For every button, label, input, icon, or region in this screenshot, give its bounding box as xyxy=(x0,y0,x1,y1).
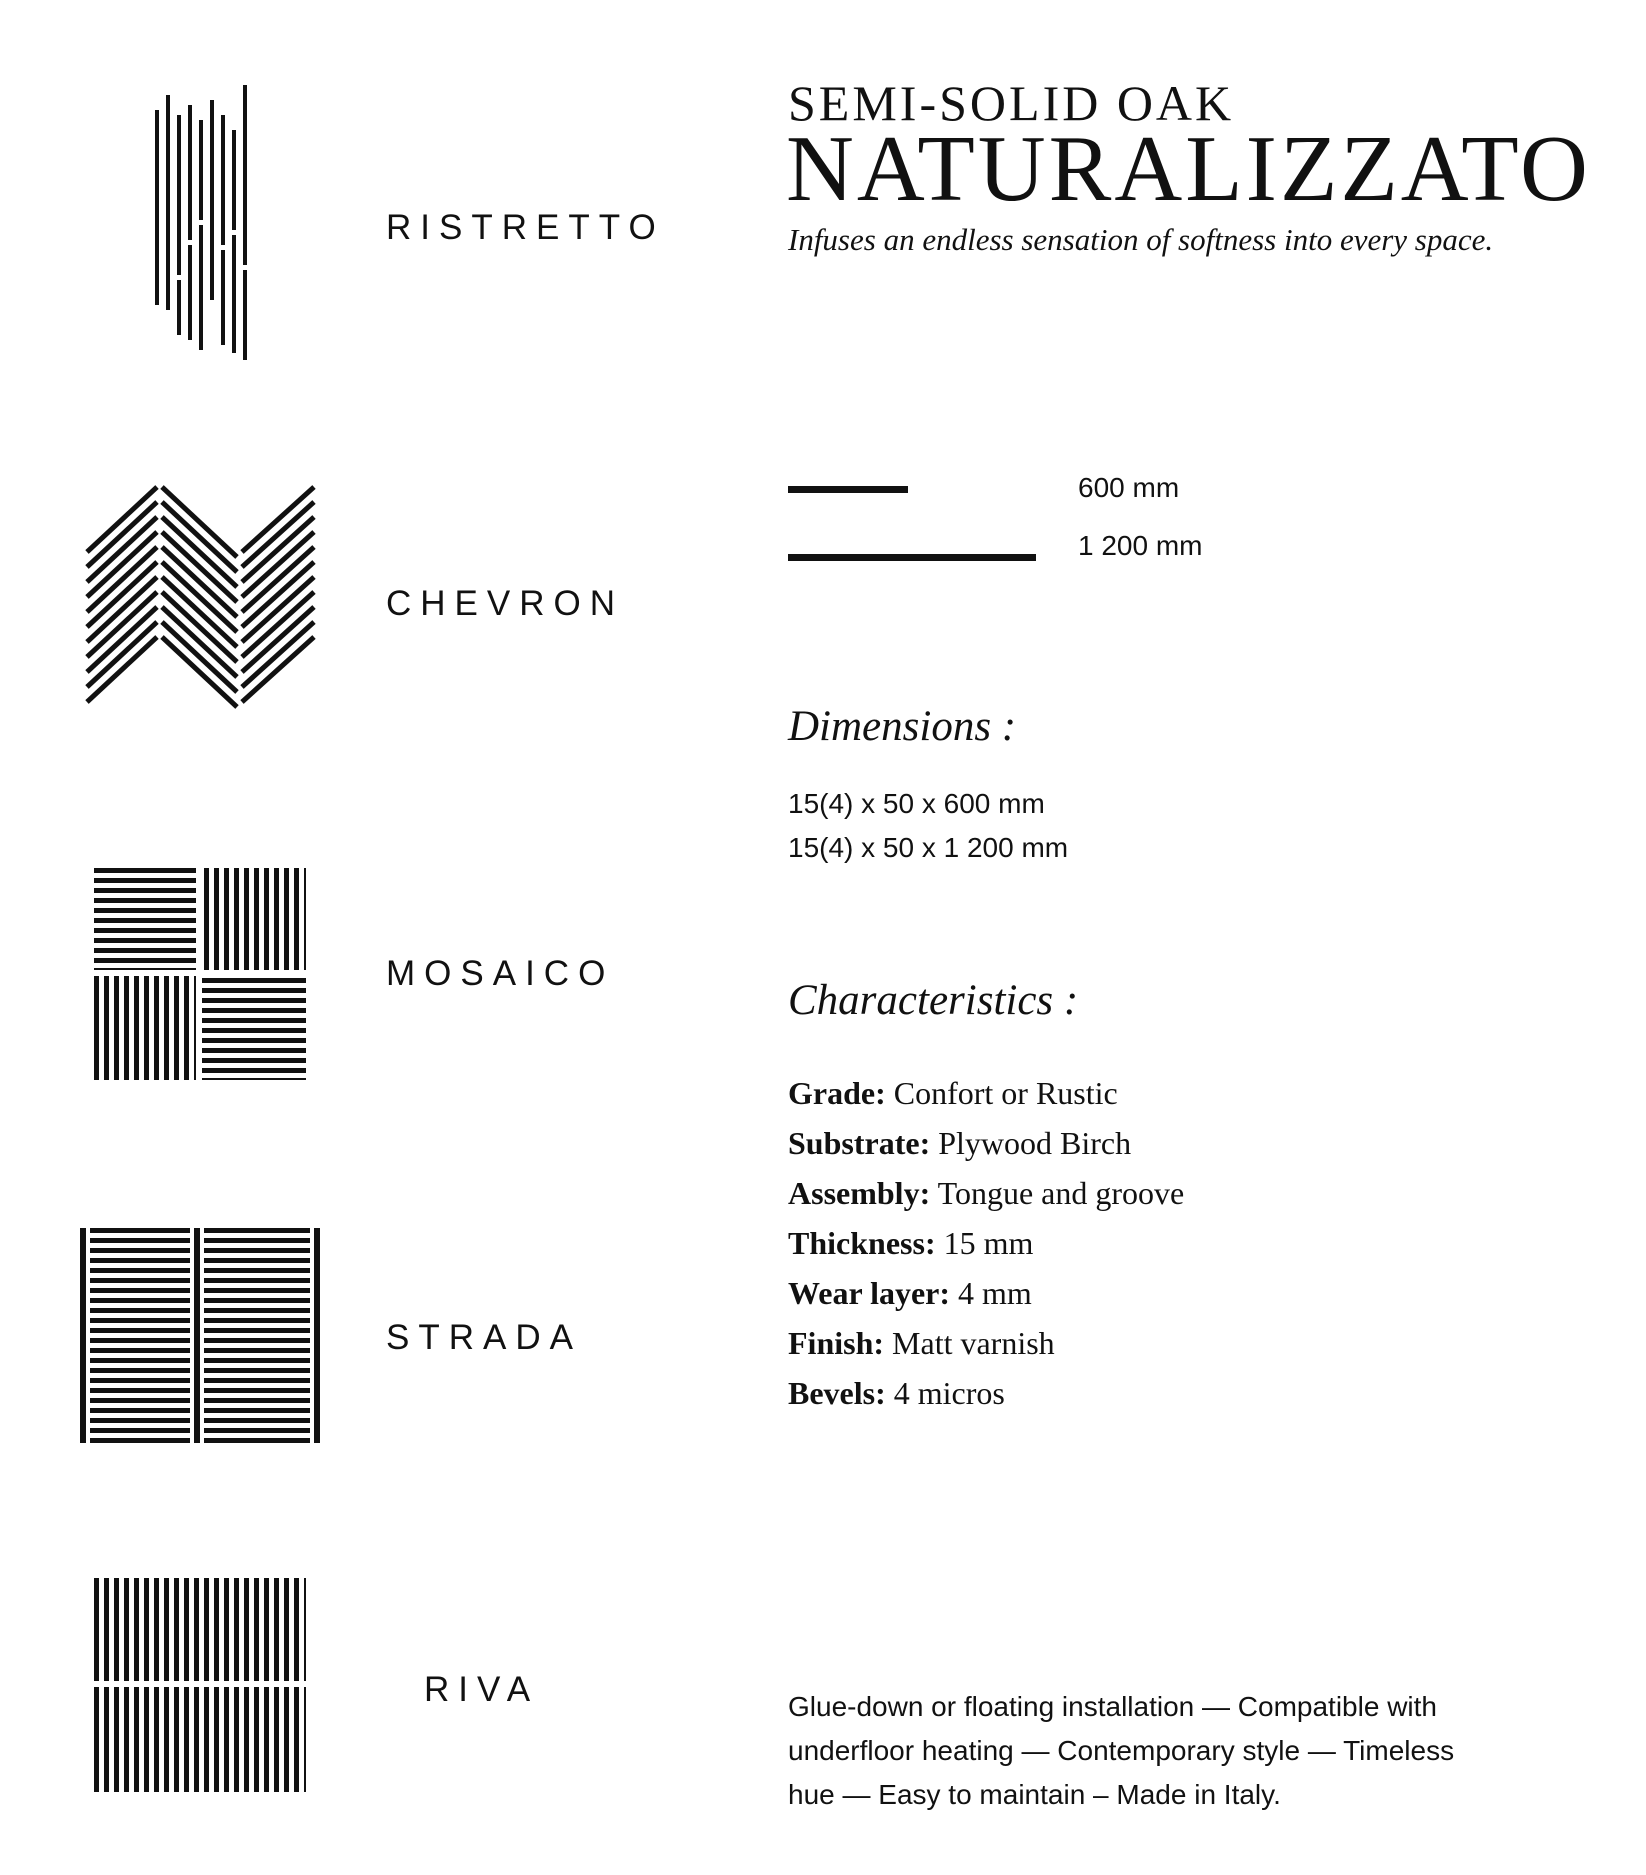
length-label-1200: 1 200 mm xyxy=(1078,530,1203,561)
spec-key: Wear layer: xyxy=(788,1275,951,1311)
dimension-line: 15(4) x 50 x 1 200 mm xyxy=(788,832,1069,863)
spec-row-substrate xyxy=(788,1118,1184,1168)
spec-key: Substrate: xyxy=(788,1125,931,1161)
pattern-label-mosaico: MOSAICO xyxy=(386,954,615,993)
pattern-label-chevron: CHEVRON xyxy=(386,584,625,623)
spec-key: Bevels: xyxy=(788,1375,886,1411)
product-tagline: Infuses an endless sensation of softness into every space. xyxy=(788,222,1494,257)
spec-row-bevels xyxy=(788,1368,1184,1418)
dimensions-heading: Dimensions : xyxy=(788,703,1017,750)
ristretto-pattern-icon xyxy=(150,80,250,360)
dimensions-list xyxy=(788,782,1068,870)
pattern-label-strada: STRADA xyxy=(386,1318,582,1357)
spec-row-grade xyxy=(788,1068,1184,1118)
riva-pattern-icon xyxy=(94,1578,306,1792)
spec-row-finish xyxy=(788,1318,1184,1368)
length-label-600: 600 mm xyxy=(1078,472,1180,503)
strada-pattern-icon xyxy=(80,1228,320,1443)
spec-key: Thickness: xyxy=(788,1225,936,1261)
spec-row-thickness xyxy=(788,1218,1184,1268)
spec-value: Confort or Rustic xyxy=(893,1075,1118,1111)
characteristics-heading: Characteristics : xyxy=(788,977,1079,1024)
length-bar-1200 xyxy=(788,554,1036,561)
chevron-pattern-icon xyxy=(82,482,322,722)
spec-key: Grade: xyxy=(788,1075,886,1111)
spec-row-assembly xyxy=(788,1168,1184,1218)
dimension-line: 15(4) x 50 x 600 mm xyxy=(788,788,1045,819)
characteristics-list xyxy=(788,1068,1184,1418)
spec-value: 15 mm xyxy=(943,1225,1034,1261)
features-footer: Glue-down or floating installation — Compatible with underfloor heating — Contemporary style — Timeless hue — Easy to maintain – Made in Italy. xyxy=(788,1691,1455,1810)
spec-value: Plywood Birch xyxy=(938,1125,1132,1161)
spec-value: Matt varnish xyxy=(892,1325,1055,1361)
spec-value: 4 micros xyxy=(893,1375,1005,1411)
length-bar-600 xyxy=(788,486,908,493)
spec-value: 4 mm xyxy=(958,1275,1032,1311)
mosaico-pattern-icon xyxy=(94,868,306,1080)
spec-key: Finish: xyxy=(788,1325,885,1361)
product-title: NATURALIZZATO xyxy=(786,117,1591,221)
product-category: SEMI-SOLID OAK xyxy=(788,75,1235,131)
pattern-label-ristretto: RISTRETTO xyxy=(386,208,665,247)
spec-value: Tongue and groove xyxy=(937,1175,1185,1211)
spec-key: Assembly: xyxy=(788,1175,931,1211)
spec-row-wear-layer xyxy=(788,1268,1184,1318)
pattern-label-riva: RIVA xyxy=(424,1670,540,1709)
